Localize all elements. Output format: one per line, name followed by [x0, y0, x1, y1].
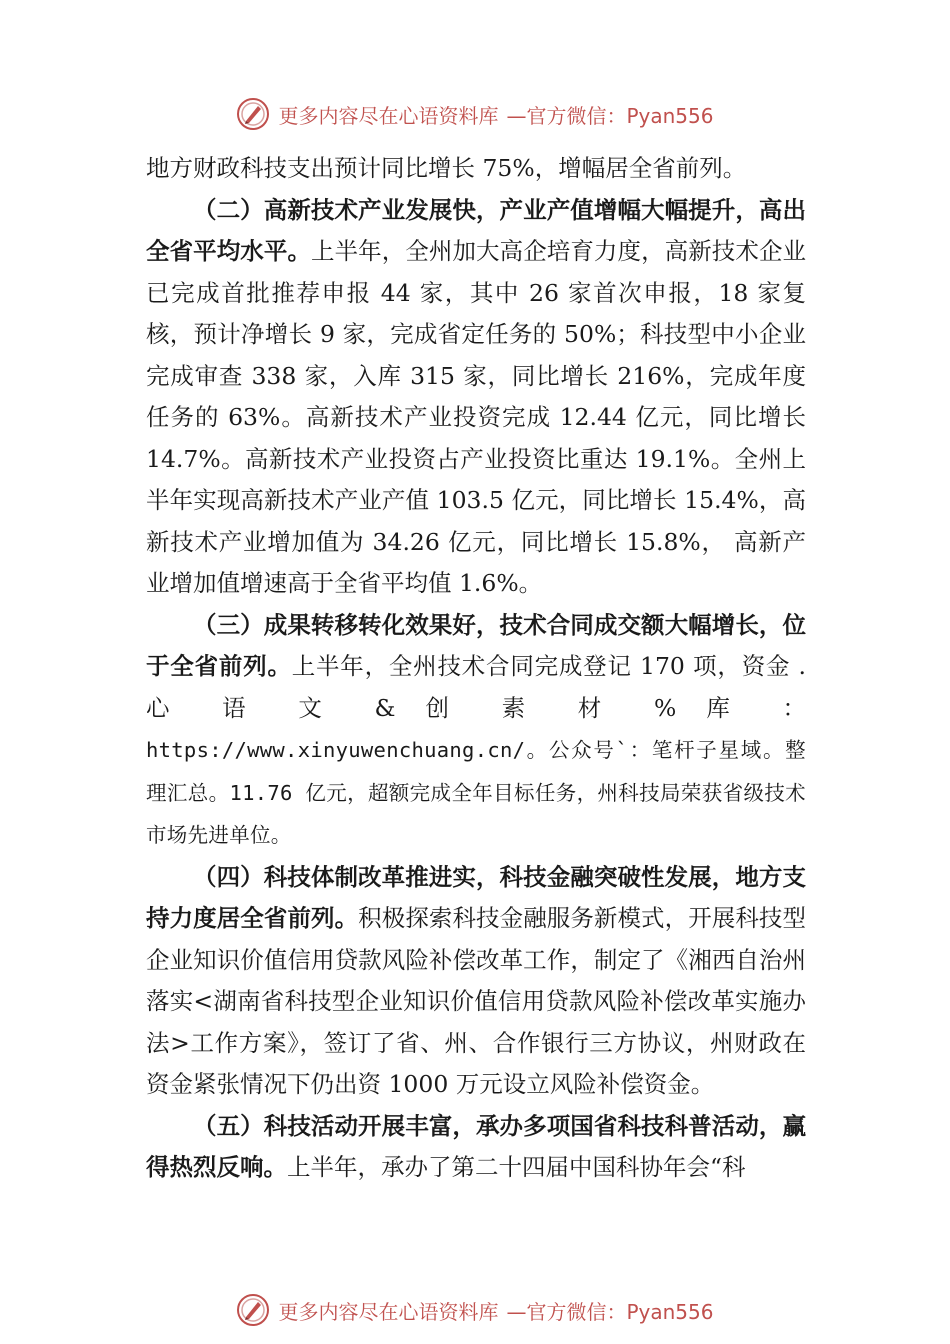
document-body: [146, 148, 806, 1189]
paragraph-section-2: [146, 190, 806, 605]
section-4-heading: （四）科技体制改革推进实，科技金融突破性发展，地方支持力度居全省前列。: [146, 862, 806, 932]
paragraph-continued: 地方财政科技支出预计同比增长 75%，增幅居全省前列。: [146, 154, 747, 182]
section-2-heading: （二）高新技术产业发展快，产业产值增幅大幅提升，高出全省平均水平。: [146, 195, 806, 265]
section-3-heading: （三）成果转移转化效果好，技术合同成交额大幅增长，位于全省前列。: [146, 610, 806, 680]
header-watermark-banner: [0, 94, 950, 134]
section-4-body: 积极探索科技金融服务新模式，开展科技型企业知识价值信用贷款风险补偿改革工作，制定了《湘西自治州落实<湖南省科技型企业知识价值信用贷款风险补偿改革实施办法>工作方案》，签订了省、州、合作银行三方协议，州财政在资金紧张情况下仍出资 1000 万元设立风险补偿资金。: [146, 904, 807, 1098]
paragraph-section-3: [146, 605, 806, 857]
library-logo-icon: [236, 1293, 270, 1327]
paragraph-section-5: [146, 1106, 806, 1189]
section-3-body: 上半年，全州技术合同完成登记 170 项，资金 . 心 语 文 & 创 素 材 % 库 ：: [146, 652, 807, 722]
library-logo-icon: [236, 97, 270, 131]
banner-brand-text: 更多内容尽在心语资料库: [278, 1299, 499, 1324]
banner-suffix-text: —官方微信：Pyan556: [506, 1299, 714, 1324]
paragraph-section-4: [146, 857, 806, 1106]
banner-brand-text: 更多内容尽在心语资料库: [278, 103, 499, 128]
footer-watermark-banner: [0, 1290, 950, 1330]
section-5-body: 上半年，承办了第二十四届中国科协年会“科: [287, 1153, 746, 1181]
section-2-body: 上半年，全州加大高企培育力度，高新技术企业已完成首批推荐申报 44 家，其中 26 家首次申报，18 家复核，预计净增长 9 家，完成省定任务的 50%；科技型中小企业完成审查 338 家，入库 315 家，同比增长 216%，完成年度任务的 63%。高新技术产业投资完成 12.44 亿元，同比增长 14.7%。高新技术产业投资占产业投资比重达 19.1%。全州上半年实现高新技术产业产值 103.5 亿元，同比增长 15.4%，高新技术产业增加值为 34.26 亿元，同比增长 15.8%， 高新产业增加值增速高于全省平均值 1.6%。: [146, 237, 807, 597]
section-5-heading: （五）科技活动开展丰富，承办多项国省科技科普活动，赢得热烈反响。: [146, 1111, 806, 1181]
banner-suffix-text: —官方微信：Pyan556: [506, 103, 714, 128]
section-3-url-text: https://www.xinyuwenchuang.cn/。公众号`：笔杆子星域。整理汇总。11.76 亿元，超额完成全年目标任务，州科技局荣获省级技术市场先进单位。: [146, 738, 806, 847]
